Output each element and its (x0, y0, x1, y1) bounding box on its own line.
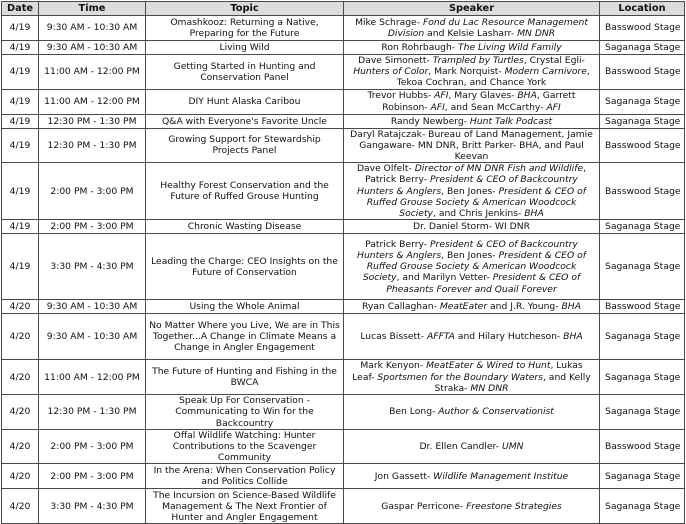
date-cell: 4/19 (2, 234, 39, 300)
speaker-text: Dr. Ellen Candler- (419, 441, 502, 453)
location-cell: Basswood Stage (600, 16, 685, 41)
speaker-text: , Garrett Robinson- (382, 90, 576, 113)
header-date: Date (2, 2, 39, 16)
speaker-affiliation: MeatEater (439, 301, 488, 313)
topic-cell: Leading the Charge: CEO Insights on the Future of Conservation (146, 234, 344, 300)
speaker-affiliation: Hunt Talk Podcast (469, 115, 553, 127)
speaker-affiliation: Sportsmen for the Boundary Waters (377, 371, 543, 383)
speaker-text: and Hilary Hutcheson- (454, 331, 564, 343)
date-cell: 4/19 (2, 114, 39, 128)
location-cell: Saganaga Stage (600, 114, 685, 128)
date-cell: 4/20 (2, 464, 39, 489)
topic-cell: Getting Started in Hunting and Conservation Panel (146, 55, 344, 90)
table-row (2, 360, 685, 395)
location-cell: Basswood Stage (600, 128, 685, 163)
table-row (2, 395, 685, 430)
header-topic: Topic (146, 2, 344, 16)
speaker-affiliation: BHA (563, 331, 583, 343)
speaker-cell (344, 163, 600, 220)
header-location: Location (600, 2, 685, 16)
header-row (2, 2, 685, 16)
table-row (2, 163, 685, 220)
speaker-text: , Lukas Leaf- (352, 360, 583, 383)
speaker-affiliation: Hunters of Color (353, 66, 429, 78)
speaker-cell (344, 314, 600, 360)
topic-cell: DIY Hunt Alaska Caribou (146, 89, 344, 114)
date-cell: 4/20 (2, 395, 39, 430)
table-row (2, 41, 685, 55)
speaker-text: , Tekoa Cochran, and Chance York (396, 66, 590, 89)
speaker-affiliation: The Living Wild Family (458, 41, 562, 53)
table-row (2, 300, 685, 314)
topic-cell: Speak Up For Conservation - Communicating to Win for the Backcountry (146, 395, 344, 430)
time-cell: 2:00 PM - 3:00 PM (39, 429, 146, 464)
speaker-affiliation: AFI (546, 101, 561, 113)
speaker-text: and Kelsie Lasharr- (424, 28, 518, 39)
speaker-text: Dave Simonett- (358, 55, 433, 66)
speaker-text: , Mary Glaves- (448, 90, 518, 102)
speaker-cell (344, 114, 600, 128)
time-cell: 2:00 PM - 3:00 PM (39, 220, 146, 234)
speaker-text: Jon Gassett- (374, 470, 434, 482)
speaker-cell (344, 429, 600, 464)
topic-cell: Chronic Wasting Disease (146, 220, 344, 234)
speaker-cell (344, 464, 600, 489)
location-cell: Basswood Stage (600, 163, 685, 220)
location-cell: Saganaga Stage (600, 360, 685, 395)
speaker-text: Gaspar Perricone- (381, 500, 467, 512)
topic-cell: Offal Wildlife Watching: Hunter Contributions to the Scavenger Community (146, 429, 344, 464)
topic-cell: The Incursion on Science-Based Wildlife Management & The Next Frontier of Hunter and Angler Engagement (146, 489, 344, 524)
location-cell: Saganaga Stage (600, 464, 685, 489)
speaker-text: Trevor Hubbs- (367, 90, 435, 102)
speaker-affiliation: BHA (561, 301, 581, 313)
speaker-text: , and Marilyn Vetter- (396, 272, 493, 284)
speaker-affiliation: President & CEO of Backcountry Hunters & Anglers (357, 174, 578, 197)
date-cell: 4/19 (2, 163, 39, 220)
location-cell: Saganaga Stage (600, 220, 685, 234)
speaker-affiliation: President & CEO of Ruffed Grouse Society & American Woodcock Society (362, 249, 586, 284)
speaker-text: , Mark Norquist- (428, 66, 505, 78)
speaker-text: Mark Kenyon- (360, 360, 427, 372)
topic-cell: Q&A with Everyone's Favorite Uncle (146, 114, 344, 128)
speaker-text: Randy Newberg- (390, 115, 470, 127)
speaker-affiliation: Modern Carnivore (504, 66, 587, 78)
location-cell: Basswood Stage (600, 300, 685, 314)
header-time: Time (39, 2, 146, 16)
speaker-affiliation: UMN (501, 441, 524, 453)
table-row (2, 128, 685, 163)
speaker-text: , Ben Jones- (441, 185, 499, 197)
time-cell: 3:30 PM - 4:30 PM (39, 234, 146, 300)
table-row (2, 429, 685, 464)
speaker-cell (344, 489, 600, 524)
time-cell: 12:30 PM - 1:30 PM (39, 128, 146, 163)
speaker-affiliation: AFI (434, 90, 449, 102)
speaker-text: Dave Olfelt- (356, 163, 415, 175)
table-row (2, 314, 685, 360)
speaker-cell (344, 128, 600, 163)
date-cell: 4/19 (2, 16, 39, 41)
speaker-affiliation: BHA (517, 90, 537, 102)
speaker-text: Daryl Ratajczak- Bureau of Land Management, Jamie Gangaware- MN DNR, Britt Parker- BHA, and Paul Keevan (350, 128, 593, 163)
time-cell: 9:30 AM - 10:30 AM (39, 41, 146, 55)
time-cell: 2:00 PM - 3:00 PM (39, 464, 146, 489)
date-cell: 4/19 (2, 89, 39, 114)
speaker-affiliation: MeatEater & Wired to Hunt (426, 360, 551, 372)
location-cell: Saganaga Stage (600, 89, 685, 114)
time-cell: 12:30 PM - 1:30 PM (39, 114, 146, 128)
speaker-affiliation: Wildlife Management Institue (433, 470, 569, 482)
speaker-text: and J.R. Young- (487, 301, 562, 313)
topic-cell: Omashkooz: Returning a Native, Preparing for the Future (146, 16, 344, 41)
speaker-affiliation: Author & Conservationist (438, 406, 554, 418)
table-row (2, 220, 685, 234)
date-cell: 4/19 (2, 220, 39, 234)
table-row (2, 234, 685, 300)
time-cell: 12:30 PM - 1:30 PM (39, 395, 146, 430)
speaker-text: Ryan Callaghan- (362, 301, 440, 313)
speaker-text: Mike Schrage- (355, 16, 423, 28)
speaker-affiliation: AFFTA (427, 331, 455, 343)
table-row (2, 55, 685, 90)
time-cell: 9:30 AM - 10:30 AM (39, 300, 146, 314)
date-cell: 4/19 (2, 55, 39, 90)
date-cell: 4/20 (2, 429, 39, 464)
time-cell: 3:30 PM - 4:30 PM (39, 489, 146, 524)
date-cell: 4/20 (2, 314, 39, 360)
speaker-cell (344, 16, 600, 41)
speaker-affiliation: AFI (430, 101, 445, 113)
speaker-cell (344, 41, 600, 55)
speaker-text: Ron Rohrbaugh- (381, 41, 459, 53)
time-cell: 11:00 AM - 12:00 PM (39, 55, 146, 90)
speaker-cell (344, 300, 600, 314)
topic-cell: The Future of Hunting and Fishing in the BWCA (146, 360, 344, 395)
speaker-affiliation: President & CEO of Backcountry Hunters & Anglers (357, 238, 578, 261)
topic-cell: Healthy Forest Conservation and the Future of Ruffed Grouse Hunting (146, 163, 344, 220)
speaker-text: Lucas Bissett- (360, 331, 428, 343)
date-cell: 4/20 (2, 300, 39, 314)
table-row (2, 114, 685, 128)
speaker-affiliation: Fond du Lac Resource Management Division (387, 16, 588, 39)
date-cell: 4/19 (2, 41, 39, 55)
speaker-text: , Crystal Egli- (523, 55, 585, 66)
date-cell: 4/20 (2, 360, 39, 395)
table-row (2, 89, 685, 114)
speaker-cell (344, 395, 600, 430)
speaker-cell (344, 360, 600, 395)
speaker-text: , and Kelly Straka- (434, 371, 591, 394)
speaker-text: , Patrick Berry- (365, 163, 587, 186)
time-cell: 2:00 PM - 3:00 PM (39, 163, 146, 220)
topic-cell: In the Arena: When Conservation Policy and Politics Collide (146, 464, 344, 489)
location-cell: Saganaga Stage (600, 234, 685, 300)
header-speaker: Speaker (344, 2, 600, 16)
speaker-text: Patrick Berry- (365, 238, 431, 250)
schedule-table (1, 1, 685, 524)
location-cell: Basswood Stage (600, 55, 685, 90)
speaker-cell (344, 55, 600, 90)
time-cell: 11:00 AM - 12:00 PM (39, 360, 146, 395)
speaker-affiliation: MN DNR (517, 28, 556, 39)
time-cell: 11:00 AM - 12:00 PM (39, 89, 146, 114)
location-cell: Saganaga Stage (600, 489, 685, 524)
schedule-body (2, 16, 685, 524)
speaker-affiliation: President & CEO of Ruffed Grouse Society & American Woodcock Society (366, 185, 586, 220)
table-row (2, 489, 685, 524)
topic-cell: Growing Support for Stewardship Projects Panel (146, 128, 344, 163)
speaker-text: Ben Long- (389, 406, 439, 418)
date-cell: 4/19 (2, 128, 39, 163)
speaker-text: , and Chris Jenkins- (433, 208, 525, 220)
speaker-affiliation: President & CEO of Pheasants Forever and Quail Forever (386, 272, 581, 295)
time-cell: 9:30 AM - 10:30 AM (39, 16, 146, 41)
speaker-text: , and Sean McCarthy- (444, 101, 547, 113)
topic-cell: Using the Whole Animal (146, 300, 344, 314)
speaker-cell (344, 220, 600, 234)
speaker-text: , Ben Jones- (441, 249, 499, 261)
speaker-affiliation: MN DNR (470, 382, 509, 394)
speaker-affiliation: Director of MN DNR Fish and Wildlife (414, 163, 584, 175)
time-cell: 9:30 AM - 10:30 AM (39, 314, 146, 360)
speaker-cell (344, 89, 600, 114)
table-row (2, 16, 685, 41)
location-cell: Saganaga Stage (600, 314, 685, 360)
table-row (2, 464, 685, 489)
speaker-affiliation: Freestone Strategies (466, 500, 562, 512)
topic-cell: No Matter Where you Live, We are in This Together...A Change in Climate Means a Change in Angler Engagement (146, 314, 344, 360)
speaker-affiliation: Trampled by Turtles (432, 55, 524, 66)
speaker-text: Dr. Daniel Storm- WI DNR (413, 221, 530, 233)
speaker-affiliation: BHA (524, 208, 544, 220)
date-cell: 4/20 (2, 489, 39, 524)
location-cell: Saganaga Stage (600, 395, 685, 430)
speaker-cell (344, 234, 600, 300)
location-cell: Basswood Stage (600, 429, 685, 464)
topic-cell: Living Wild (146, 41, 344, 55)
location-cell: Saganaga Stage (600, 41, 685, 55)
